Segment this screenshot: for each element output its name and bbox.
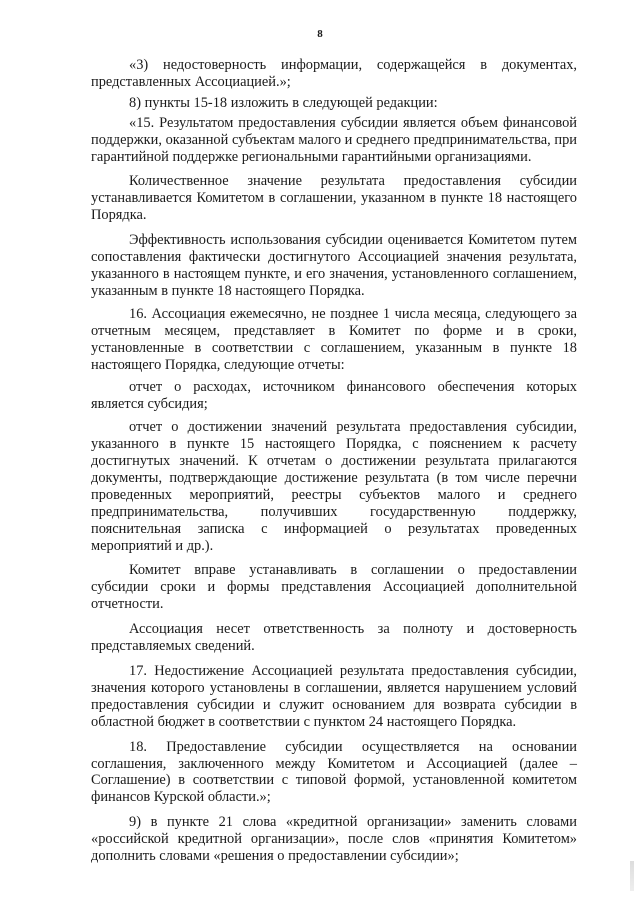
paragraph-quantitative-value: Количественное значение результата предоставления субсидии устанавливается Комитетом в соглашении, указанном в пункте 18 настоящего Порядка.: [91, 173, 577, 224]
paragraph-efficiency: Эффективность использования субсидии оценивается Комитетом путем сопоставления фактически достигнутого Ассоциацией значения результата, указанного в настоящем пункте, и его значения, установленного соглашением, указанным в пункте 18 настоящего Порядка.: [91, 232, 577, 299]
paragraph-point-16: 16. Ассоциация ежемесячно, не позднее 1 числа месяца, следующего за отчетным месяцем, представляет в Комитет по форме и в сроки, установленные в соответствии с соглашением, указанным в пункте 18 настоящего Порядка, следующие отчеты:: [91, 305, 577, 373]
paragraph-point-17: 17. Недостижение Ассоциацией результата предоставления субсидии, значения которого установлены в соглашении, является нарушением условий предоставления субсидии и служит основанием для возврата субсидии в областной бюджет в соответствии с пунктом 24 настоящего Порядка.: [91, 663, 577, 730]
paragraph-item-9: 9) в пункте 21 слова «кредитной организации» заменить словами «российской кредитной организации», после слов «принятия Комитетом» дополнить словами «решения о предоставлении субсидии»;: [91, 814, 577, 865]
paragraph-amend-3: «3) недостоверность информации, содержащейся в документах, представленных Ассоциацией.»;: [91, 57, 577, 90]
document-body: [91, 57, 577, 865]
paragraph-expense-report: отчет о расходах, источником финансового обеспечения которых является субсидия;: [91, 379, 577, 413]
page-number: 8: [317, 28, 323, 40]
scan-edge-mark: [630, 861, 634, 891]
paragraph-point-18: 18. Предоставление субсидии осуществляется на основании соглашения, заключенного между Комитетом и Ассоциацией (далее – Соглашение) в соответствии с типовой формой, установленной комитетом финансов Курской области.»;: [91, 738, 577, 806]
paragraph-point-15: «15. Результатом предоставления субсидии является объем финансовой поддержки, оказанной субъектам малого и среднего предпринимательства, при гарантийной поддержке региональными гарантийными организациями.: [91, 114, 577, 165]
paragraph-additional-reporting: Комитет вправе устанавливать в соглашении о предоставлении субсидии сроки и формы представления Ассоциацией дополнительной отчетности.: [91, 562, 577, 613]
paragraph-result-report: отчет о достижении значений результата предоставления субсидии, указанного в пункте 15 настоящего Порядка, с пояснением к расчету достигнутых значений. К отчетам о достижении результата прилагаются документы, подтверждающие достижение результата (в том числе перечни проведенных мероприятий, реестры субъектов малого и среднего предпринимательства, получивших государственную поддержку, пояснительная записка с информацией о результатах проведенных мероприятий и др.).: [91, 419, 577, 554]
paragraph-item-8: 8) пункты 15-18 изложить в следующей редакции:: [129, 94, 438, 111]
paragraph-responsibility: Ассоциация несет ответственность за полноту и достоверность представляемых сведений.: [91, 621, 577, 655]
